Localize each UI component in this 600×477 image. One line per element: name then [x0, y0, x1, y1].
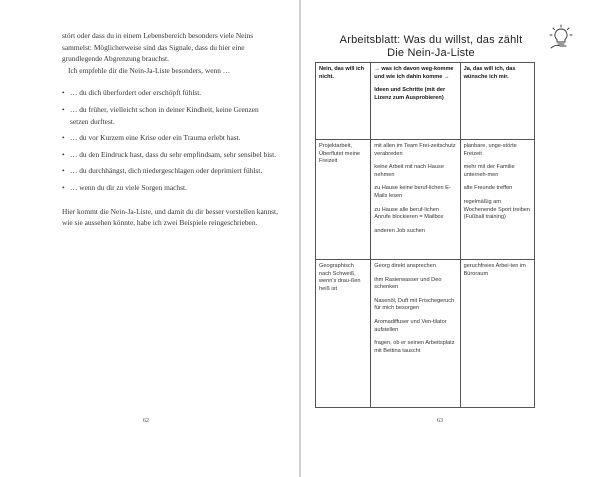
header-no: Nein, das will ich nicht.	[316, 63, 371, 140]
list-item: • … wenn du dir zu viele Sorgen machst.	[62, 182, 187, 192]
table-cell: geruchfreies Arbei-ten im Büroraum	[460, 260, 534, 408]
nein-ja-table	[315, 62, 535, 408]
paragraph-continuation: stört oder dass du in einem Lebensbereich besonders viele Neins sammelst: Möglicherweise sind das Signale, dass du hier eine grundlegende Abgrenzung brauchst.	[62, 31, 254, 64]
bullet-icon: •	[62, 104, 65, 114]
list-intro: Ich empfehle dir die Nein-Ja-Liste besonders, wenn …	[68, 65, 231, 75]
worksheet-title: Arbeitsblatt: Was du willst, das zählt	[339, 34, 523, 46]
closing-paragraph: Hier kommt die Nein-Ja-Liste, und damit du dir besser vorstellen kannst, wie sie aussehen könnte, habe ich zwei Beispiele reingeschrieben.	[62, 206, 278, 228]
bullet-icon: •	[62, 166, 65, 176]
page-number-right: 63	[437, 418, 443, 424]
table-row	[316, 260, 535, 408]
table-cell: planbare, unge-störte Freizeit mehr mit der Familie unterneh-men alte Freunde treffen regelmäßig am Wochenende Sport treiben (Fußball training)	[460, 140, 534, 260]
bullet-icon: •	[62, 133, 65, 143]
bullet-icon: •	[62, 149, 65, 159]
list-item: • … du früher, vielleicht schon in deiner Kindheit, keine Grenzen setzen durftest.	[62, 104, 259, 126]
header-steps: → was ich davon weg-komme und wie ich dahin komme → Ideen und Schritte (mit der Lizenz zum Ausprobieren)	[371, 63, 460, 140]
header-yes: Ja, das will ich, das wünsche ich mir.	[460, 63, 534, 140]
table-header-row	[316, 63, 535, 140]
worksheet-subtitle: Die Nein-Ja-Liste	[387, 47, 475, 59]
table-row	[316, 140, 535, 260]
bullet-icon: •	[62, 88, 65, 98]
list-item: • … du dich überfordert oder erschöpft fühlst.	[62, 88, 202, 98]
table-cell: Georg direkt ansprechen ihm Rasierwasser und Deo schenken Nasenöl, Duft mit Frischegeruch für mich besorgen Aromadiffuser und Ven-tilator aufstellen fragen, ob er seinen Arbeitsplatz mit Bettina tauscht	[371, 260, 460, 408]
list-item: • … du den Eindruck hast, dass du sehr empfindsam, sehr sensibel bist.	[62, 149, 277, 159]
left-page-text	[62, 30, 278, 229]
list-item: • … du durchhängst, dich niedergeschlagen oder deprimiert fühlst.	[62, 166, 263, 176]
lightbulb-hand-icon	[548, 24, 574, 50]
list-item: • … du vor Kurzem eine Krise oder ein Trauma erlebt hast.	[62, 133, 241, 143]
bullet-list	[62, 87, 278, 193]
page-number-left: 62	[143, 418, 149, 424]
table-cell: Projektarbeit, Überflutet meine Freizeit	[316, 140, 371, 260]
table-cell: mit allen im Team Frei-zeitschutz verabreden keine Arbeit mit nach Hause nehmen zu Hause keine beruf-lichen E-Mails lesen zu Hause alle beruf-lichen Anrufe blockieren = Mailbox anderen Job suchen	[371, 140, 460, 260]
bullet-icon: •	[62, 182, 65, 192]
table-cell: Geographisch nach Schweiß, wenn's drau-ßen heiß ist	[316, 260, 371, 408]
